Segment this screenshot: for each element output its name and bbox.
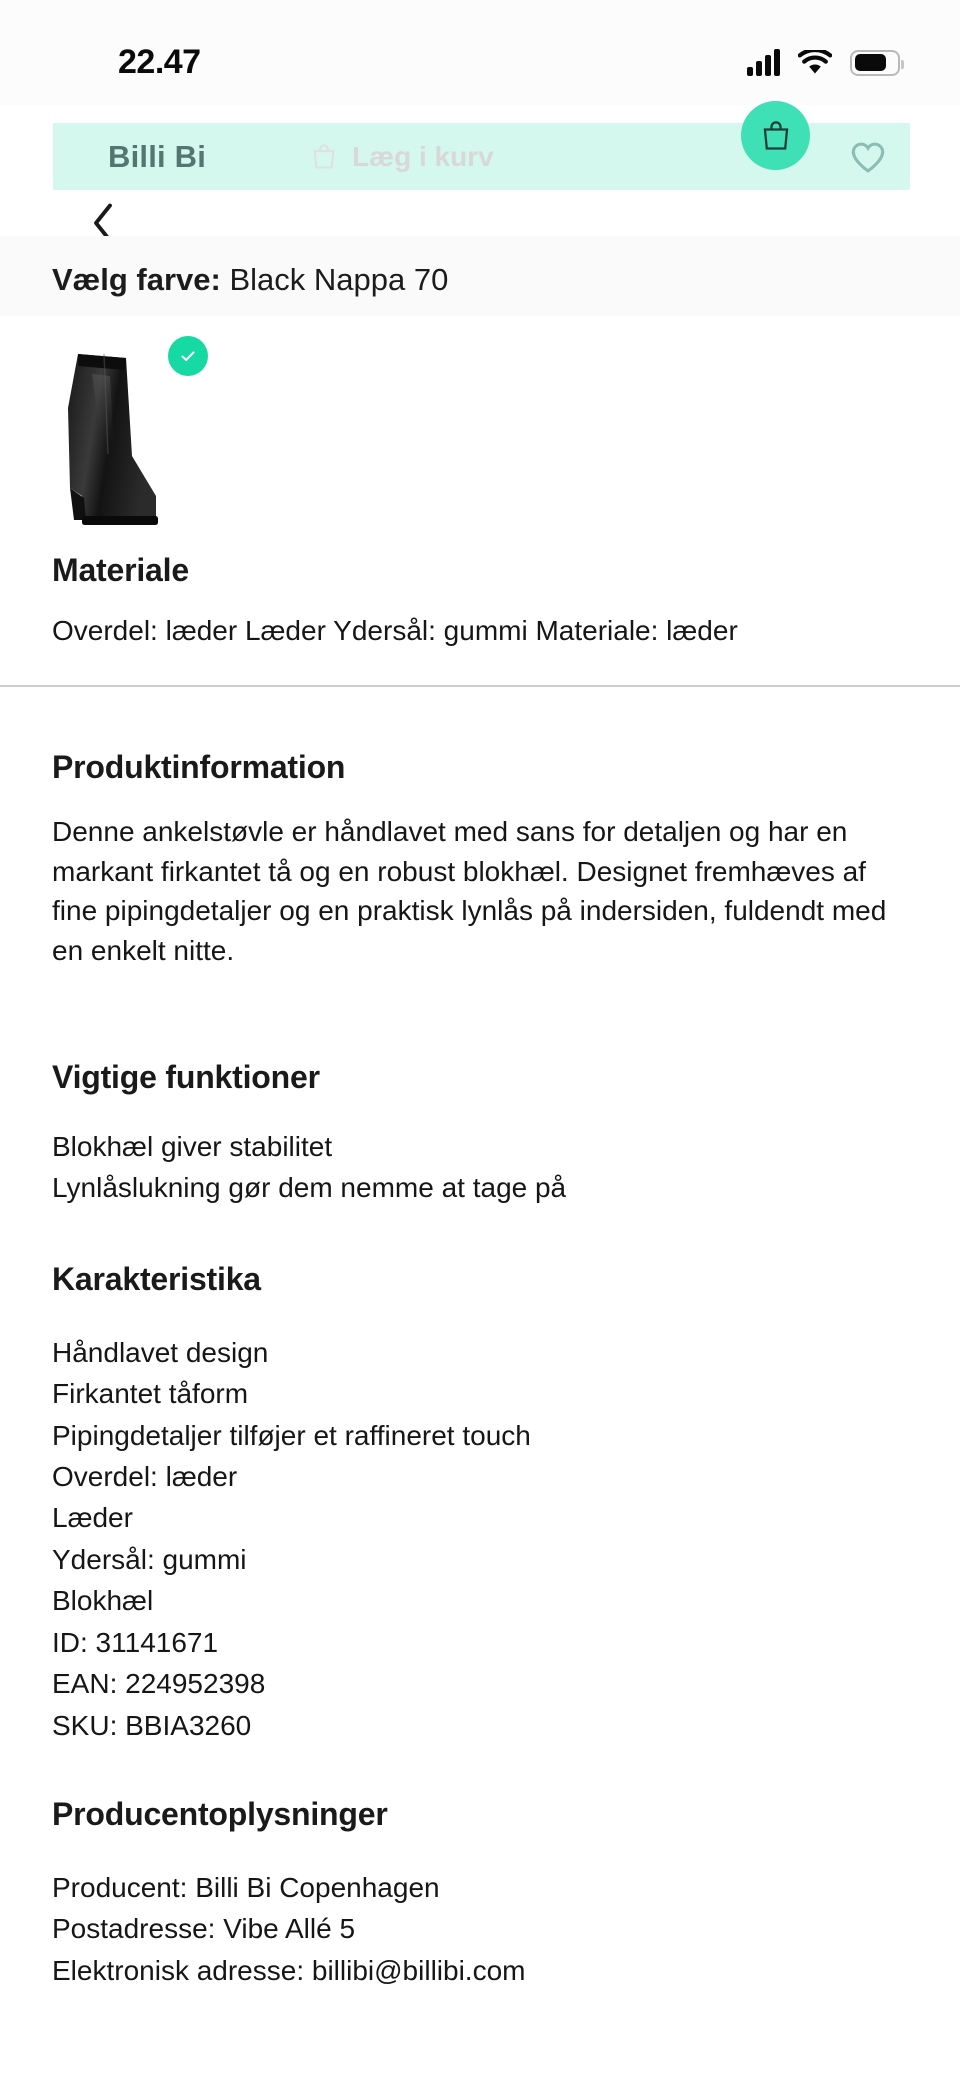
manufacturer-address: Postadresse: Vibe Allé 5 — [52, 1913, 356, 1945]
colour-picker-value: Black Nappa 70 — [229, 262, 449, 297]
list-item: Blokhæl giver stabilitet — [52, 1130, 333, 1162]
list-item: Overdel: læder — [52, 1460, 238, 1492]
produktinformation-heading: Produktinformation — [52, 748, 346, 785]
signal-bars-icon — [747, 50, 780, 76]
list-item: Lynlåslukning gør dem nemme at tage på — [52, 1172, 567, 1204]
colour-swatch-black-nappa-70[interactable] — [52, 348, 182, 544]
produktinformation-text: Denne ankelstøvle er håndlavet med sans for detaljen og har en markant firkantet tå og en robust blokhæl. Designet fremhæves af fine pipingdetaljer og en praktisk lynlås på indersiden, fuldendt med en enkelt nitte. — [52, 815, 887, 966]
materiale-heading: Materiale — [52, 552, 189, 588]
favourite-button[interactable] — [848, 137, 888, 177]
cart-fab-button[interactable] — [741, 101, 810, 170]
status-bar — [0, 0, 960, 105]
producentoplysninger-list — [52, 1867, 908, 1991]
black-ankle-boot-image — [52, 348, 182, 544]
list-item: Pipingdetaljer tilføjer et raffineret touch — [52, 1419, 531, 1451]
list-item: Ydersål: gummi — [52, 1543, 247, 1575]
produktinformation-section — [0, 749, 960, 1992]
colour-swatch-row — [0, 316, 960, 546]
manufacturer-email: Elektronisk adresse: billibi@billibi.com — [52, 1954, 526, 1986]
manufacturer-name: Producent: Billi Bi Copenhagen — [52, 1872, 440, 1903]
battery-icon — [850, 50, 900, 76]
shopping-bag-icon — [310, 143, 338, 171]
page-content — [0, 236, 960, 1991]
colour-picker-section — [0, 236, 960, 316]
product-ean: EAN: 224952398 — [52, 1668, 266, 1700]
karakteristika-heading: Karakteristika — [52, 1260, 261, 1297]
selected-colour-check-badge — [168, 336, 208, 376]
karakteristika-list — [52, 1332, 908, 1746]
section-divider — [0, 685, 960, 687]
check-icon — [178, 346, 198, 366]
add-to-cart-label: Læg i kurv — [352, 140, 494, 172]
product-sku: SKU: BBIA3260 — [52, 1709, 252, 1741]
list-item: Blokhæl — [52, 1585, 154, 1617]
brand-name: Billi Bi — [108, 138, 207, 174]
producentoplysninger-heading: Producentoplysninger — [52, 1796, 388, 1832]
sticky-action-bar — [53, 123, 910, 190]
status-icons — [747, 50, 900, 76]
materiale-section — [0, 552, 960, 651]
status-time: 22.47 — [118, 43, 201, 81]
wifi-icon — [798, 50, 832, 76]
vigtige-funktioner-list — [52, 1126, 908, 1209]
heart-icon — [849, 140, 887, 174]
colour-picker-label: Vælg farve: — [52, 262, 221, 297]
add-to-cart-button[interactable] — [310, 141, 494, 173]
colour-picker-title — [0, 262, 960, 298]
list-item: Håndlavet design — [52, 1336, 269, 1368]
list-item: Firkantet tåform — [52, 1378, 249, 1410]
shopping-bag-icon — [759, 119, 793, 153]
list-item: Læder — [52, 1502, 133, 1534]
product-id: ID: 31141671 — [52, 1626, 219, 1658]
vigtige-funktioner-heading: Vigtige funktioner — [52, 1058, 320, 1095]
materiale-text: Overdel: læder Læder Ydersål: gummi Materiale: læder — [52, 615, 738, 646]
